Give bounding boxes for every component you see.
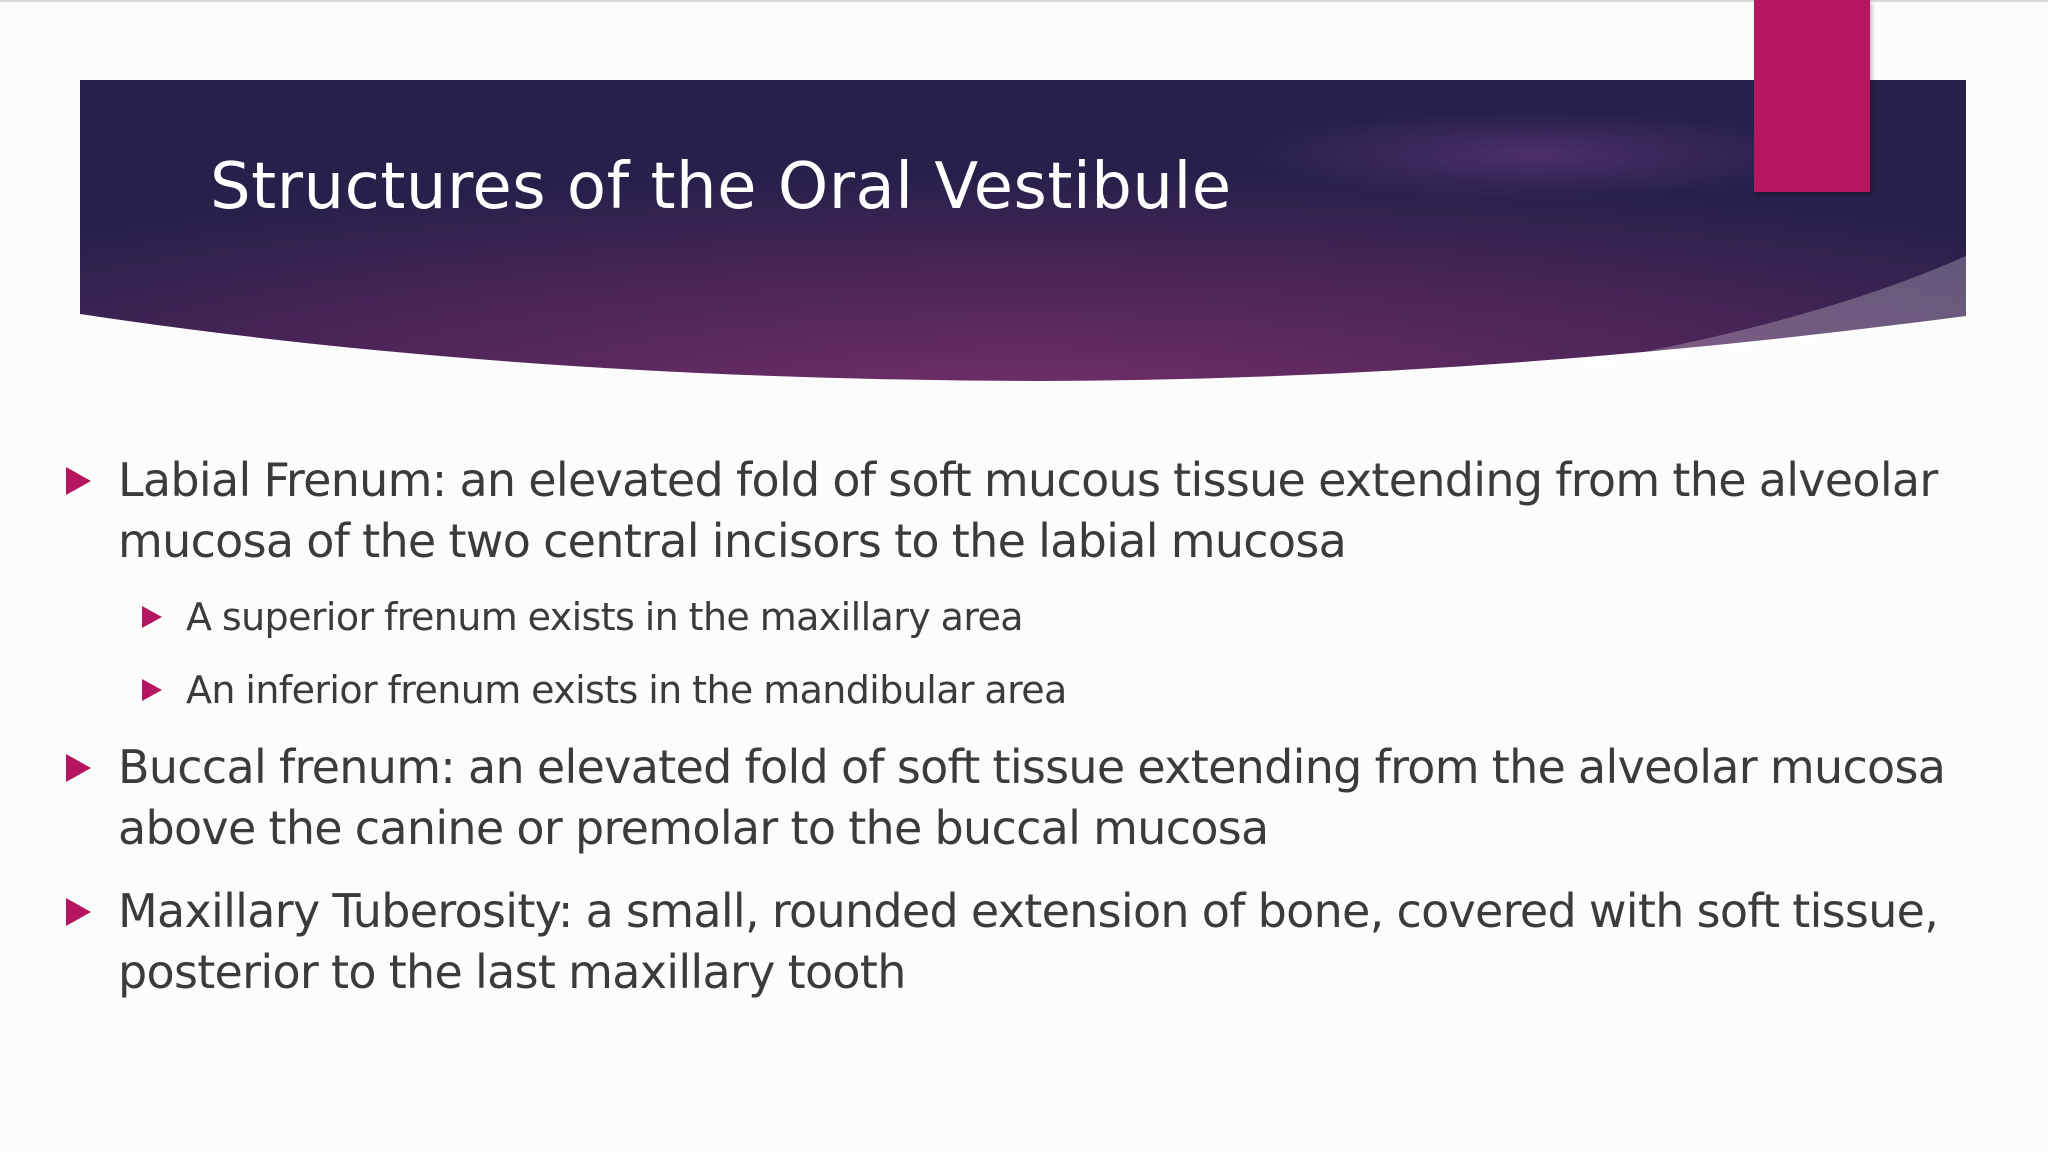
bullet-arrow-icon <box>142 606 162 628</box>
bullet-arrow-icon <box>66 754 91 782</box>
slide-title: Structures of the Oral Vestibule <box>210 150 1232 224</box>
bullet-text: Labial Frenum: an elevated fold of soft mucous tissue extending from the alveolar mucosa of the two central incisors to the labial mucosa <box>118 453 1938 568</box>
bullet-arrow-icon <box>66 898 91 926</box>
bullet-arrow-icon <box>142 679 162 701</box>
accent-tab <box>1754 0 1870 192</box>
sub-bullet-text: An inferior frenum exists in the mandibular area <box>186 668 1067 712</box>
sub-bullet-text: A superior frenum exists in the maxillary area <box>186 595 1023 639</box>
bullet-arrow-icon <box>66 467 91 495</box>
bullet-text: Buccal frenum: an elevated fold of soft tissue extending from the alveolar mucosa above the canine or premolar to the buccal mucosa <box>118 740 1946 855</box>
bullet-text: Maxillary Tuberosity: a small, rounded extension of bone, covered with soft tissue, posterior to the last maxillary tooth <box>118 884 1939 999</box>
